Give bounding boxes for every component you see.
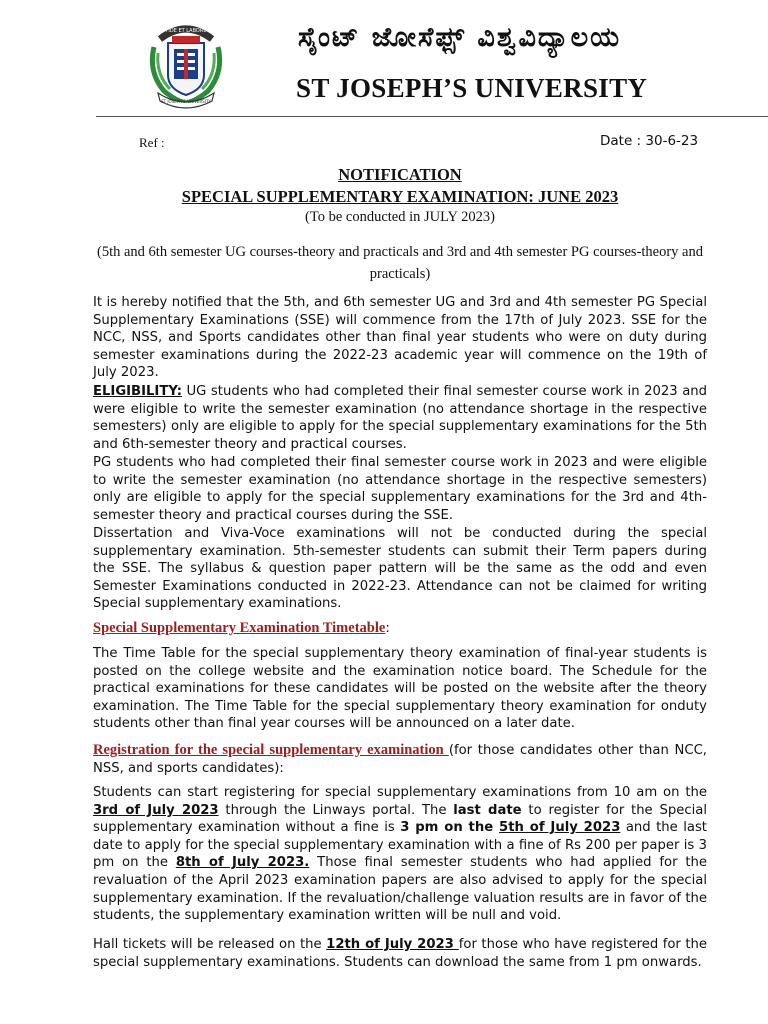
exam-title-text: SPECIAL SUPPLEMENTARY EXAMINATION: JUNE 2023 [181,187,619,206]
reg-text-a: Students can start registering for special supplementary examinations from 10 am on the [93,785,707,800]
timetable-heading-line [93,620,707,638]
timetable-paragraph: The Time Table for the special supplementary theory examination of final-year students is posted on the college website and the examination notice board. The Schedule for the practical examinations for these candidates will be posted on the website after the theory examination. The Time Table for the special supplementary theory examination for onduty students other than final year courses will be announced on a later date. [93,646,707,732]
registration-heading: Registration for the special supplementary examination [93,742,449,758]
reg-date-fine: 8th of July 2023. [175,855,310,871]
timetable-heading: Special Supplementary Examination Timetable [93,620,386,636]
reg-text-e: Those final semester students who had applied for the revaluation of the April 2023 examination papers are also advised to apply for the special supplementary examination. If the revaluation/challenge valuation results are in favor of the students, the supplementary examination written will be null and void. [93,855,707,924]
dissertation-paragraph: Dissertation and Viva-Voce examinations will not be conducted during the special supplementary examination. 5th-semester students can submit their Term papers during the SSE. The syllabus & question paper pattern will be the same as the odd and even Semester Examinations conducted in 2022-23. Attendance can not be claimed for writing Special supplementary examinations. [93,526,707,612]
registration-paragraph [93,784,707,925]
logo-ribbon: ST JOSEPH'S UNIVERSITY [161,99,211,104]
reg-last-date: last date [453,802,522,818]
hall-ticket-date: 12th of July 2023 [326,937,459,952]
university-name: ST JOSEPH’S UNIVERSITY [296,73,648,103]
registration-heading-line [93,742,707,777]
exam-title [93,187,707,207]
reg-text-c: to register for the Special supplementary examination without a fine is [93,802,707,836]
date-label: Date : 30-6-23 [600,133,699,149]
header-divider [96,116,768,117]
reg-time: 3 pm on the [400,820,500,836]
reg-date-start: 3rd of July 2023 [93,802,219,818]
registration-note: (for those candidates other than NCC, NSS, and sports candidates): [93,743,707,776]
conducted-note: (To be conducted in JULY 2023) [305,209,495,225]
university-name-kannada: ಸೈಂಟ್ ಜೋಸೆಫ್ಸ್ ವಿಶ್ವವಿದ್ಯಾಲಯ [298,22,622,53]
hall-ticket-paragraph [93,936,707,971]
reg-text-d: and the last date to apply for the special supplementary examination with a fine of Rs 200 per paper is 3 pm on the [93,820,707,871]
reg-text-b: through the Linways portal. The [218,802,454,818]
timetable-colon: : [385,621,390,636]
intro-paragraph: It is hereby notified that the 5th, and 6th semester UG and 3rd and 4th semester PG Special Supplementary Examinations (SSE) will commence from the 17th of July 2023. SSE for the NCC, NSS, and Sports candidates other than final year students who were on duty during semester examinations during the 2022-23 academic year will commence on the 19th of July 2023. [93,295,707,381]
pg-eligibility-paragraph: PG students who had completed their final semester course work in 2023 and were eligible to write the semester examination (no attendance shortage in the respective semesters) only are eligible to apply for the special supplementary examinations for the 3rd and 4th-semester theory and practical courses during the SSE. [93,455,707,523]
ref-label: Ref : [139,135,165,150]
hall-text-b: for those who have registered for the special supplementary examinations. Students can download the same from 1 pm onwards. [93,937,707,970]
eligibility-paragraph [93,383,707,453]
notification-heading-text: NOTIFICATION [338,165,462,184]
eligibility-text: UG students who had completed their final semester course work in 2023 and were eligible to write the semester examination (no attendance shortage in the respective semesters) only are eligible to apply for the special supplementary examinations for the 5th and 6th-semester theory and practical courses. [93,384,707,452]
eligibility-label: ELIGIBILITY: [93,384,182,399]
reg-date-deadline: 5th of July 2023 [499,820,621,836]
notification-heading [93,165,707,185]
scope-note: (5th and 6th semester UG courses-theory and practicals and 3rd and 4th semester PG courses-theory and practicals) [97,244,703,282]
university-crest-logo [146,17,226,109]
hall-text-a: Hall tickets will be released on the [93,937,327,952]
logo-motto: FIDE ET LABORE [165,28,207,34]
